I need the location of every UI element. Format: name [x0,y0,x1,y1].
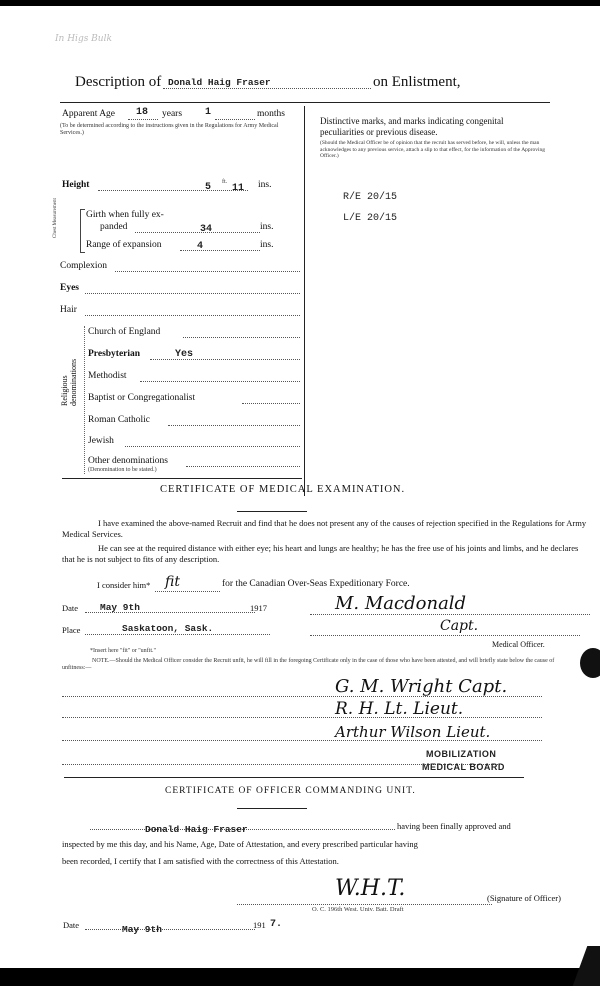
religion-other-note: (Denomination to be stated.) [88,467,157,473]
stamp-medical-board: MEDICAL BOARD [422,762,505,772]
commanding-signature-sub: O. C. 196th West. Univ. Batt. Draft [312,906,404,913]
commanding-signature: W.H.T. [335,876,406,901]
medical-title-rule [237,511,307,512]
age-note: (To be determined according to the instructions given in the Regulations for Army Medical Services.) [60,123,279,136]
officer-title: Medical Officer. [492,640,545,649]
religion-dots-4 [168,425,300,426]
column-divider [304,106,305,496]
medical-place-dots [85,634,270,635]
commanding-text-1: having been finally approved and [397,821,511,831]
officer-signature-line-2 [310,635,580,636]
height-ft-value: 5 [205,182,212,193]
range-dots [180,250,260,251]
medical-bottom-rule [64,777,524,778]
religion-bracket [84,326,85,474]
marks-heading-2: peculiarities or previous disease. [320,127,438,137]
girth-dots [135,232,260,233]
girth-value: 34 [200,224,213,235]
attestation-page [0,6,600,968]
commanding-name-value: Donald Haig Fraser [145,824,248,835]
commanding-text-2: inspected by me this day, and his Name, Age, Date of Attestation, and every prescribed particular having [62,839,418,849]
faint-scribble: In Higs Bulk [55,34,112,44]
vision-left: L/E 20/15 [343,213,398,224]
months-dots [215,119,255,120]
commanding-certificate-title: CERTIFICATE OF OFFICER COMMANDING UNIT. [165,786,416,796]
fit-footnote: *Insert here "fit" or "unfit." [90,648,156,654]
officer-signature: M. Macdonald [335,593,467,614]
range-unit: ins. [260,240,274,250]
range-label: Range of expansion [86,240,162,250]
hair-dots [85,315,300,316]
height-ins-label: ins. [258,180,272,190]
officer-signature-line-1 [310,614,590,615]
commanding-date-value: May 9th [122,924,162,935]
religion-dots-6 [186,466,300,467]
religion-item-other: Other denominations [88,456,168,466]
age-months-value: 1 [205,107,212,118]
commanding-signature-line [237,904,492,905]
commanding-date-label: Date [63,920,80,930]
hair-label: Hair [60,305,77,315]
religion-dots-3 [242,403,300,404]
age-months-label: months [257,109,285,119]
age-years-label: years [162,109,183,119]
description-bottom-rule [62,478,302,479]
punch-hole [580,648,600,678]
girth-unit: ins. [260,222,274,232]
commanding-title-rule [237,808,307,809]
medical-date-label: Date [62,603,79,613]
consider-value: fit [165,574,180,590]
religion-side-label: Religious denominations [60,358,78,406]
marks-note: (Should the Medical Officer be of opinion that the recruit has served before, he will, unless the man acknowledges to any previous service, attach a slip to that effect, for the information of the Approving Officer.) [320,140,546,159]
recruit-name: Donald Haig Fraser [168,77,271,88]
chest-bracket [80,209,85,253]
medical-date-year: 1917 [250,603,267,613]
height-label: Height [62,180,90,190]
religion-dots-1 [150,359,300,360]
age-years-value: 18 [136,107,149,118]
stamp-mobilization: MOBILIZATION [426,749,497,759]
religion-dots-5 [125,446,300,447]
board-signature-3: Arthur Wilson Lieut. [335,723,491,741]
commanding-date-dots [85,929,255,930]
medical-para-1: I have examined the above-named Recruit and find that he does not present any of the causes of rejection specified in the Regulations for Army Medical Services. [62,518,587,539]
medical-date-value: May 9th [100,602,140,613]
height-ins-value: 11 [232,183,245,194]
height-ft-label: ft. [222,179,228,185]
height-dots [98,190,248,191]
marks-heading-1: Distinctive marks, and marks indicating congenital [320,116,504,126]
complexion-dots [115,271,300,272]
chest-side-label: Chest Measurement [53,198,58,238]
unfit-note: NOTE.—Should the Medical Officer consider the Recruit unfit, he will fill in the foregoing Certificate only in the case of those who have been attested, and will briefly state below the cause of unfitness:— [62,658,555,671]
board-signature-1: G. M. Wright Capt. [335,676,508,697]
consider-dots [155,591,220,592]
corner-mark [573,946,600,986]
officer-rank: Capt. [440,618,479,634]
medical-certificate-title: CERTIFICATE OF MEDICAL EXAMINATION. [160,484,406,495]
religion-presbyterian-value: Yes [175,349,194,360]
religion-item-baptist: Baptist or Congregationalist [88,393,196,403]
religion-dots-0 [183,337,300,338]
unfit-line-2 [62,717,542,718]
commanding-text-3: been recorded, I certify that I am satisfied with the correctness of this Attestation. [62,856,339,866]
religion-item-church-of-england: Church of England [88,327,161,337]
religion-item-jewish: Jewish [88,436,114,446]
commanding-signature-label: (Signature of Officer) [487,893,561,903]
consider-suffix: for the Canadian Over-Seas Expeditionary Force. [222,579,410,589]
board-signature-2: R. H. Lt. Lieut. [335,699,464,719]
range-value: 4 [197,241,204,252]
title-dots [163,88,371,89]
complexion-label: Complexion [60,261,107,271]
religion-item-presbyterian: Presbyterian [88,349,141,359]
age-dots [128,119,158,120]
title-prefix: Description of [75,74,162,90]
eyes-label: Eyes [60,283,79,293]
medical-place-value: Saskatoon, Sask. [122,623,214,634]
title-suffix: on Enlistment, [373,74,461,90]
vision-right: R/E 20/15 [343,192,398,203]
medical-para-2: He can see at the required distance with either eye; his heart and lungs are healthy; he has the free use of his joints and limbs, and he declares that he is not subject to fits of any description. [62,543,579,564]
title-rule [60,102,550,103]
religion-item-methodist: Methodist [88,371,127,381]
girth-label-1: Girth when fully ex- [86,210,164,220]
eyes-dots [85,293,300,294]
girth-label-2: panded [100,222,128,232]
commanding-date-year-digit: 7. [270,919,283,930]
religion-item-roman-catholic: Roman Catholic [88,415,151,425]
consider-label: I consider him* [97,580,151,590]
medical-place-label: Place [62,625,81,635]
commanding-date-year: 191 [253,920,266,930]
religion-dots-2 [140,381,300,382]
age-label: Apparent Age [62,109,116,119]
